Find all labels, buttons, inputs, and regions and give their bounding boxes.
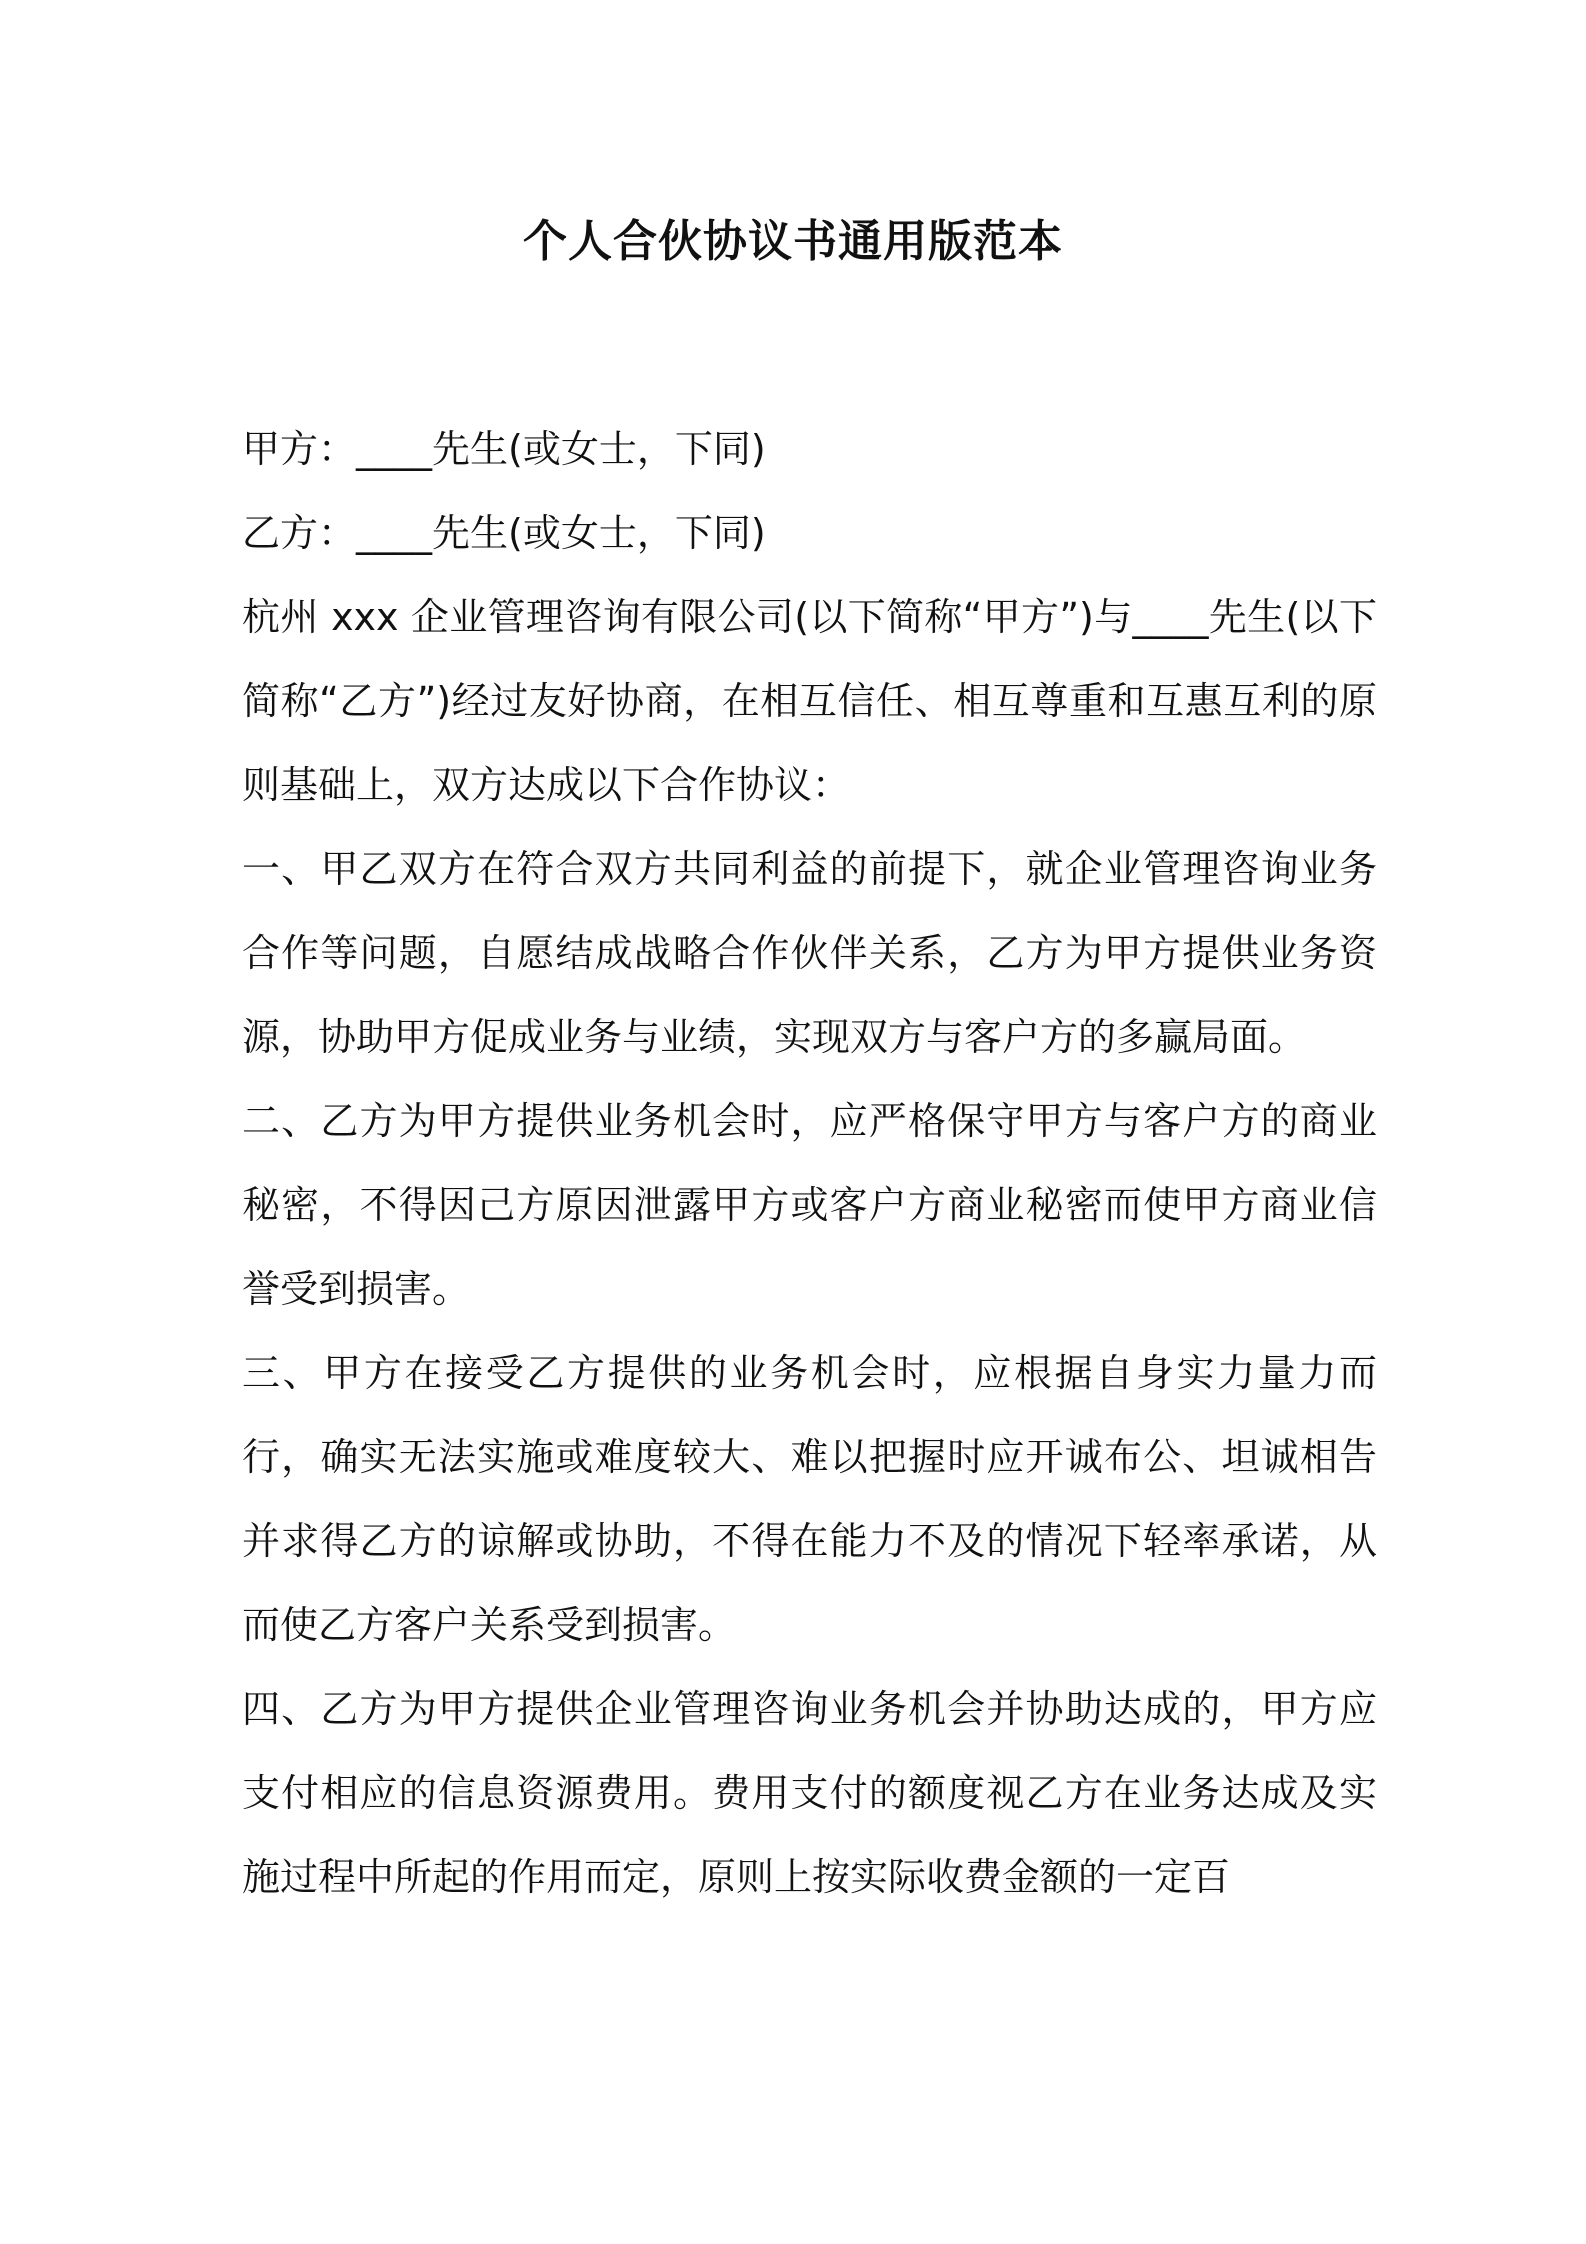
party-b-line: 乙方：____先生(或女士，下同) bbox=[242, 511, 766, 555]
party-a-line: 甲方：____先生(或女士，下同) bbox=[242, 427, 766, 471]
document-title: 个人合伙协议书通用版范本 bbox=[523, 216, 1063, 267]
clause-2-paragraph: 二、乙方为甲方提供业务机会时，应严格保守甲方与客户方的商业秘密，不得因己方原因泄露甲方或客户方商业秘密而使甲方商业信誉受到损害。 bbox=[242, 1099, 1377, 1311]
clause-3-paragraph: 三、甲方在接受乙方提供的业务机会时，应根据自身实力量力而行，确实无法实施或难度较大、难以把握时应开诚布公、坦诚相告并求得乙方的谅解或协助，不得在能力不及的情况下轻率承诺，从而使乙方客户关系受到损害。 bbox=[242, 1351, 1377, 1647]
preamble-paragraph: 杭州 xxx 企业管理咨询有限公司(以下简称“甲方”)与____先生(以下简称“乙方”)经过友好协商，在相互信任、相互尊重和互惠互利的原则基础上，双方达成以下合作协议： bbox=[242, 595, 1377, 807]
clause-4-paragraph: 四、乙方为甲方提供企业管理咨询业务机会并协助达成的，甲方应支付相应的信息资源费用。费用支付的额度视乙方在业务达成及实施过程中所起的作用而定，原则上按实际收费金额的一定百 bbox=[242, 1687, 1377, 1899]
clause-1-paragraph: 一、甲乙双方在符合双方共同利益的前提下，就企业管理咨询业务合作等问题，自愿结成战略合作伙伴关系，乙方为甲方提供业务资源，协助甲方促成业务与业绩，实现双方与客户方的多赢局面。 bbox=[242, 847, 1377, 1059]
document-body bbox=[242, 407, 1377, 1919]
